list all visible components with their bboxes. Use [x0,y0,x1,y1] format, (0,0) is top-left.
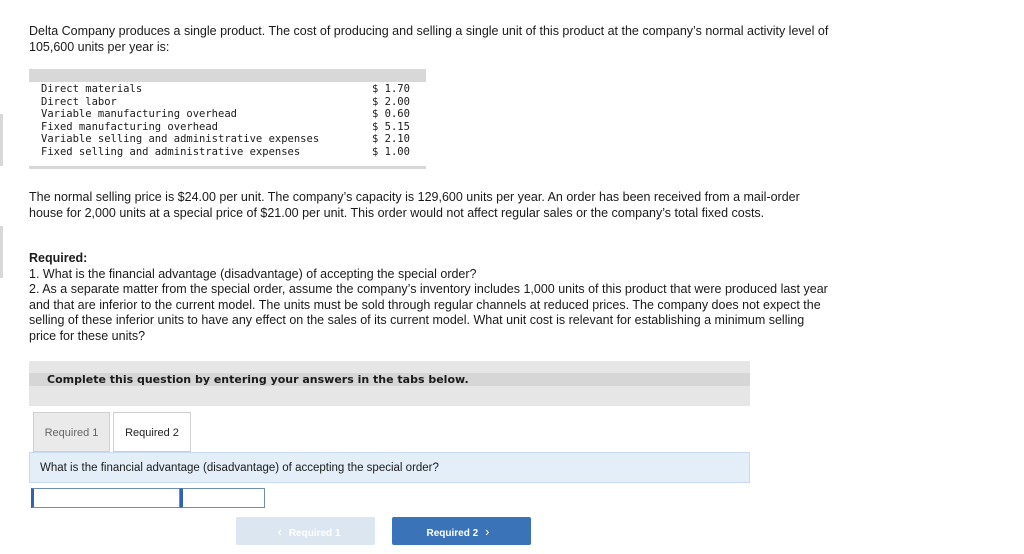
chevron-left-icon: ‹ [277,524,282,539]
cost-label: Direct labor [41,95,117,108]
edge-marker [0,226,3,278]
cost-table [29,69,426,169]
required-section [29,251,829,344]
cost-value: $ 1.70 [372,83,410,95]
cost-row [41,83,426,96]
cost-label: Variable selling and administrative expenses [41,133,320,146]
answer-row [31,488,265,508]
cost-label: Variable manufacturing overhead [41,108,237,121]
cost-value: $ 0.60 [372,108,410,121]
answer-label-input[interactable] [31,488,180,508]
cost-row [41,133,426,146]
chevron-right-icon: › [485,524,490,539]
prev-required-button[interactable] [236,517,375,545]
intro-text: Delta Company produces a single product. The cost of producing and selling a single unit of this product at the company’s normal activity level of 105,600 units per year is: [29,24,829,54]
answer-amount-input[interactable] [180,488,265,508]
cost-row [41,96,426,109]
cost-value: $ 1.00 [372,145,410,158]
required-item-2: 2. As a separate matter from the special order, assume the company’s inventory includes 1,000 units of this product that were produced last year and that are inferior to the current model. The units must be sold through regular channels at reduced prices. The company does not expect the selling of these inferior units to have any effect on the sales of its current model. What unit cost is relevant for establishing a minimum selling price for these units? [29,282,828,343]
tab-required-1[interactable]: Required 1 [33,412,110,452]
required-heading: Required: [29,251,88,265]
instruction-text: Complete this question by entering your answers in the tabs below. [47,373,469,386]
cost-row [41,146,426,159]
cost-label: Fixed manufacturing overhead [41,120,219,133]
cost-label: Direct materials [41,83,143,95]
cost-value: $ 5.15 [372,120,410,133]
cost-row [41,121,426,134]
instruction-box [29,361,750,406]
cost-value: $ 2.10 [372,133,410,146]
scenario-text: The normal selling price is $24.00 per unit. The company’s capacity is 129,600 units per year. An order has been received from a mail-order house for 2,000 units at a special price of $21.00 per unit. This order would not affect regular sales or the company’s total fixed costs. [29,190,800,220]
next-button-label: Required 2 [426,528,479,539]
edge-marker [0,114,3,166]
question-bar [29,452,750,483]
next-required-button[interactable] [392,517,531,545]
prev-button-label: Required 1 [288,528,341,539]
cost-label: Fixed selling and administrative expenses [41,145,301,158]
required-item-1: 1. What is the financial advantage (disadvantage) of accepting the special order? [29,266,477,281]
cost-row [41,108,426,121]
tab-required-2[interactable]: Required 2 [113,412,191,452]
cost-value: $ 2.00 [372,95,410,108]
question-text: What is the financial advantage (disadvantage) of accepting the special order? [40,462,439,474]
